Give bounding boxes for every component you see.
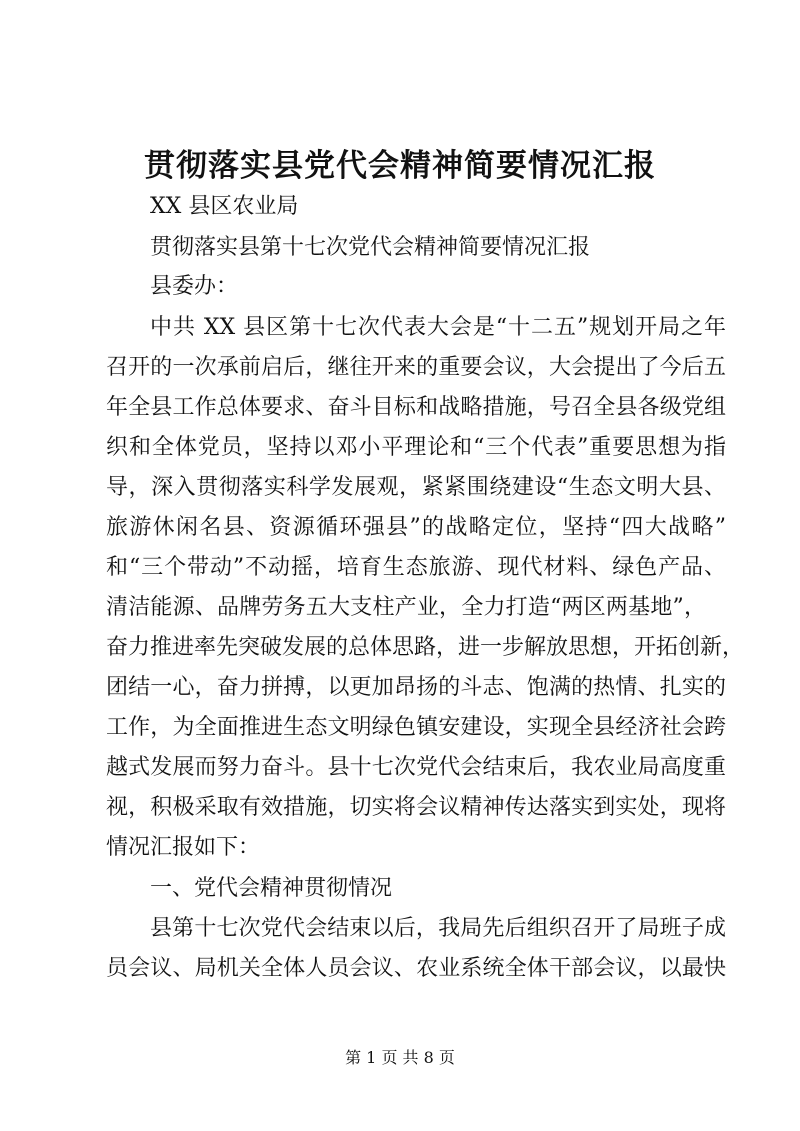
page-footer: 第 1 页 共 8 页: [345, 1048, 455, 1067]
author-line: XX 县区农业局: [150, 194, 299, 219]
body-line: 清洁能源、品牌劳务五大支柱产业，全力打造“两区两基地”，: [106, 595, 706, 620]
body-line: 召开的一次承前启后，继往开来的重要会议，大会提出了今后五: [106, 355, 726, 380]
body-line: 中共 XX 县区第十七次代表大会是“十二五”规划开局之年: [150, 315, 726, 340]
body-line: 县第十七次党代会结束以后，我局先后组织召开了局班子成: [150, 916, 726, 941]
section-heading: 一、党代会精神贯彻情况: [150, 876, 393, 901]
body-line: 员会议、局机关全体人员会议、农业系统全体干部会议，以最快: [106, 956, 726, 981]
body-line: 导，深入贯彻落实科学发展观，紧紧围绕建设“生态文明大县、: [106, 475, 726, 500]
body-line: 织和全体党员，坚持以邓小平理论和“三个代表”重要思想为指: [106, 435, 726, 460]
body-line: 越式发展而努力奋斗。县十七次党代会结束后，我农业局高度重: [106, 755, 726, 780]
body-line: 旅游休闲名县、资源循环强县”的战略定位，坚持“四大战略”: [106, 515, 726, 540]
body-line: 年全县工作总体要求、奋斗目标和战略措施，号召全县各级党组: [106, 395, 726, 420]
body-line: 团结一心，奋力拼搏，以更加昂扬的斗志、饱满的热情、扎实的: [106, 675, 726, 700]
salutation-line: 县委办：: [150, 274, 239, 299]
body-line: 工作，为全面推进生态文明绿色镇安建设，实现全县经济社会跨: [106, 715, 726, 740]
subtitle-line: 贯彻落实县第十七次党代会精神简要情况汇报: [150, 235, 591, 260]
document-title: 贯彻落实县党代会精神简要情况汇报: [144, 148, 656, 184]
body-line: 奋力推进率先突破发展的总体思路，进一步解放思想，开拓创新，: [106, 635, 745, 660]
body-line: 和“三个带动”不动摇，培育生态旅游、现代材料、绿色产品、: [106, 555, 726, 580]
body-line: 情况汇报如下：: [106, 835, 261, 860]
body-line: 视，积极采取有效措施，切实将会议精神传达落实到实处，现将: [106, 795, 726, 820]
